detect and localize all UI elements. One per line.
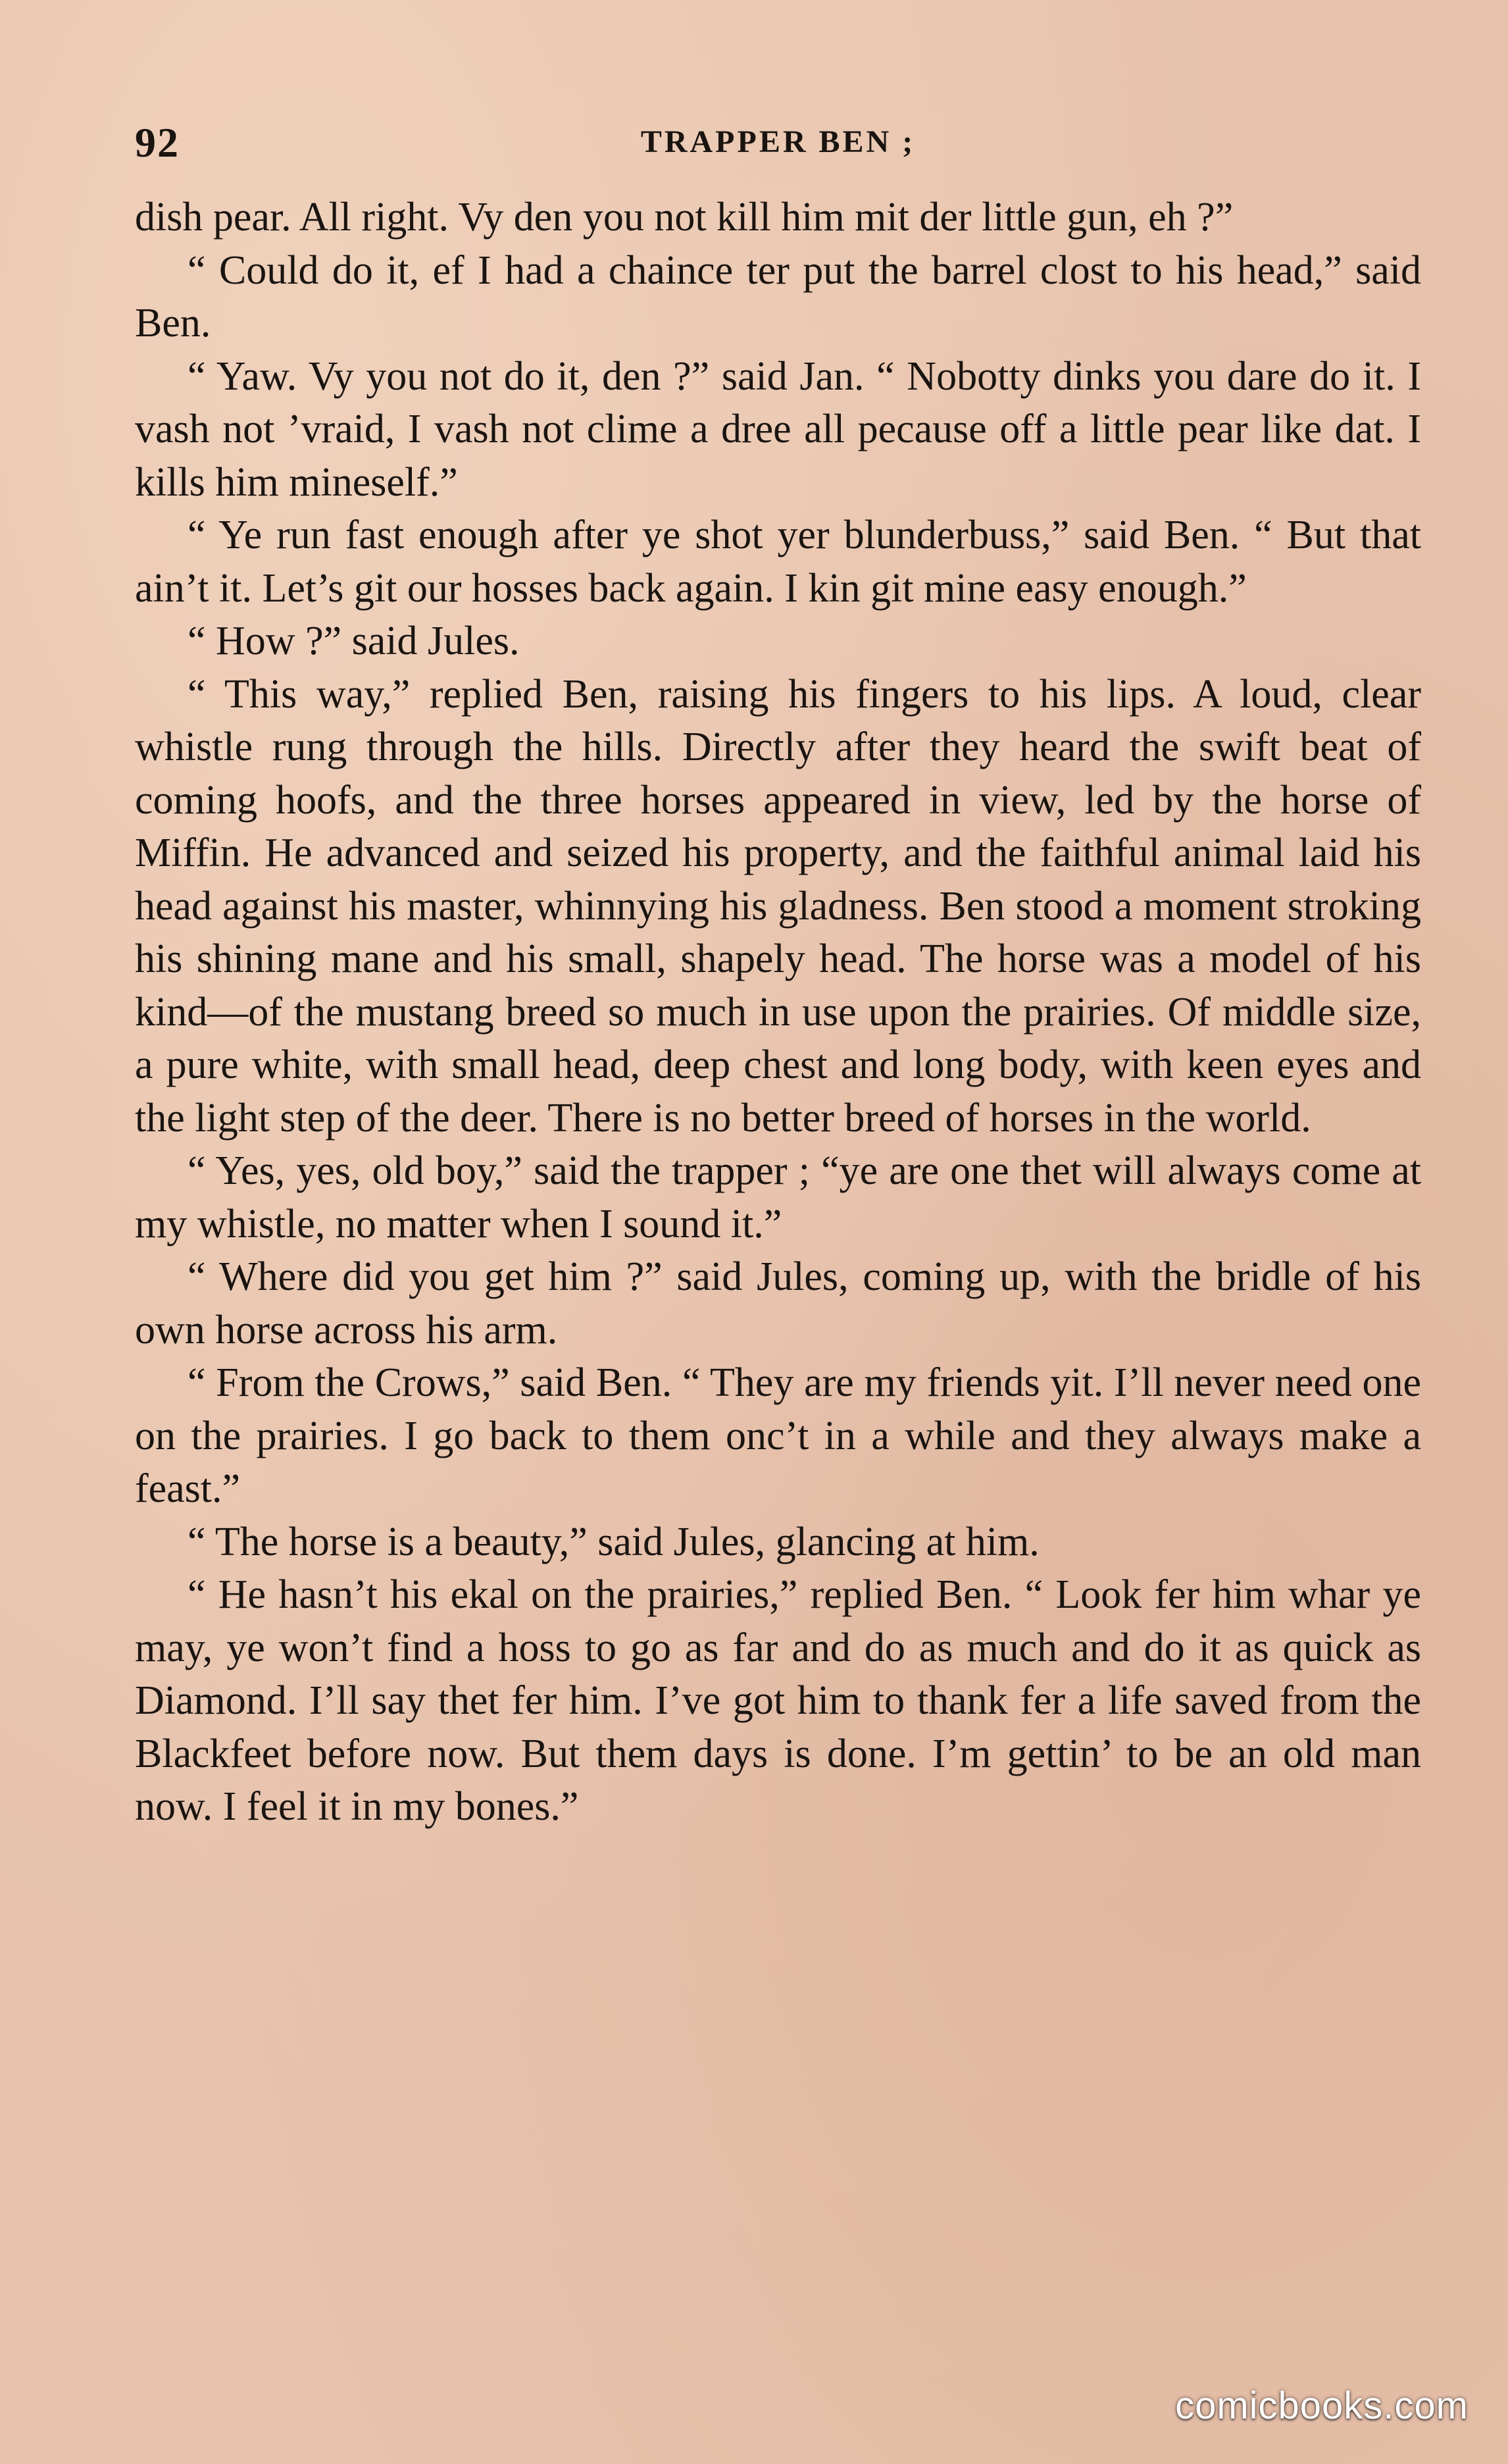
paragraph: “ Ye run fast enough after ye shot yer blunderbuss,” said Ben. “ But that ain’t it. Let’s git our hosses back again. I kin git mine easy enough.” [135, 513, 1421, 611]
paragraph: “ He hasn’t his ekal on the prairies,” replied Ben. “ Look fer him whar ye may, ye won’t find a hoss to go as far and do as much and do it as quick as Diamond. I’ll say thet fer him. I’ve got him to thank fer a life saved from the Blackfeet before now. But them days is done. I’m gettin’ to be an old man now. I feel it in my bones.” [135, 1572, 1421, 1829]
page-header [135, 105, 1421, 178]
paragraph: “ Where did you get him ?” said Jules, coming up, with the bridle of his own horse across his arm. [135, 1254, 1421, 1352]
paragraph: “ Yaw. Vy you not do it, den ?” said Jan. “ Nobotty dinks you dare do it. I vash not ’vraid, I vash not clime a dree all pecause off a little pear like dat. I kills him mineself.” [135, 353, 1421, 505]
paragraph: dish pear. All right. Vy den you not kill him mit der little gun, eh ?” [135, 195, 1234, 240]
body-text [135, 191, 1421, 1834]
page-number: 92 [135, 119, 180, 166]
running-head: TRAPPER BEN ; [640, 124, 916, 159]
paragraph: “ From the Crows,” said Ben. “ They are my friends yit. I’ll never need one on the prairies. I go back to them onc’t in a while and they always make a feast.” [135, 1360, 1421, 1511]
paragraph: “ How ?” said Jules. [188, 619, 520, 663]
paragraph: “ Yes, yes, old boy,” said the trapper ; “ye are one thet will always come at my whistle, no matter when I sound it.” [135, 1148, 1421, 1246]
book-page [135, 105, 1421, 2356]
paragraph: “ The horse is a beauty,” said Jules, glancing at him. [188, 1519, 1040, 1564]
paragraph: “ Could do it, ef I had a chaince ter put the barrel clost to his head,” said Ben. [135, 247, 1421, 346]
paragraph: “ This way,” replied Ben, raising his fingers to his lips. A loud, clear whistle rung through the hills. Directly after they heard the swift beat of coming hoofs, and the three horses appeared in view, led by the horse of Miffin. He advanced and seized his property, and the faithful animal laid his head against his master, whinnying his gladness. Ben stood a moment stroking his shining mane and his small, shapely head. The horse was a model of his kind—of the mustang breed so much in use upon the prairies. Of middle size, a pure white, with small head, deep chest and long body, with keen eyes and the light step of the deer. There is no better breed of horses in the world. [135, 671, 1421, 1141]
source-watermark: comicbooks.com [1175, 2384, 1469, 2427]
